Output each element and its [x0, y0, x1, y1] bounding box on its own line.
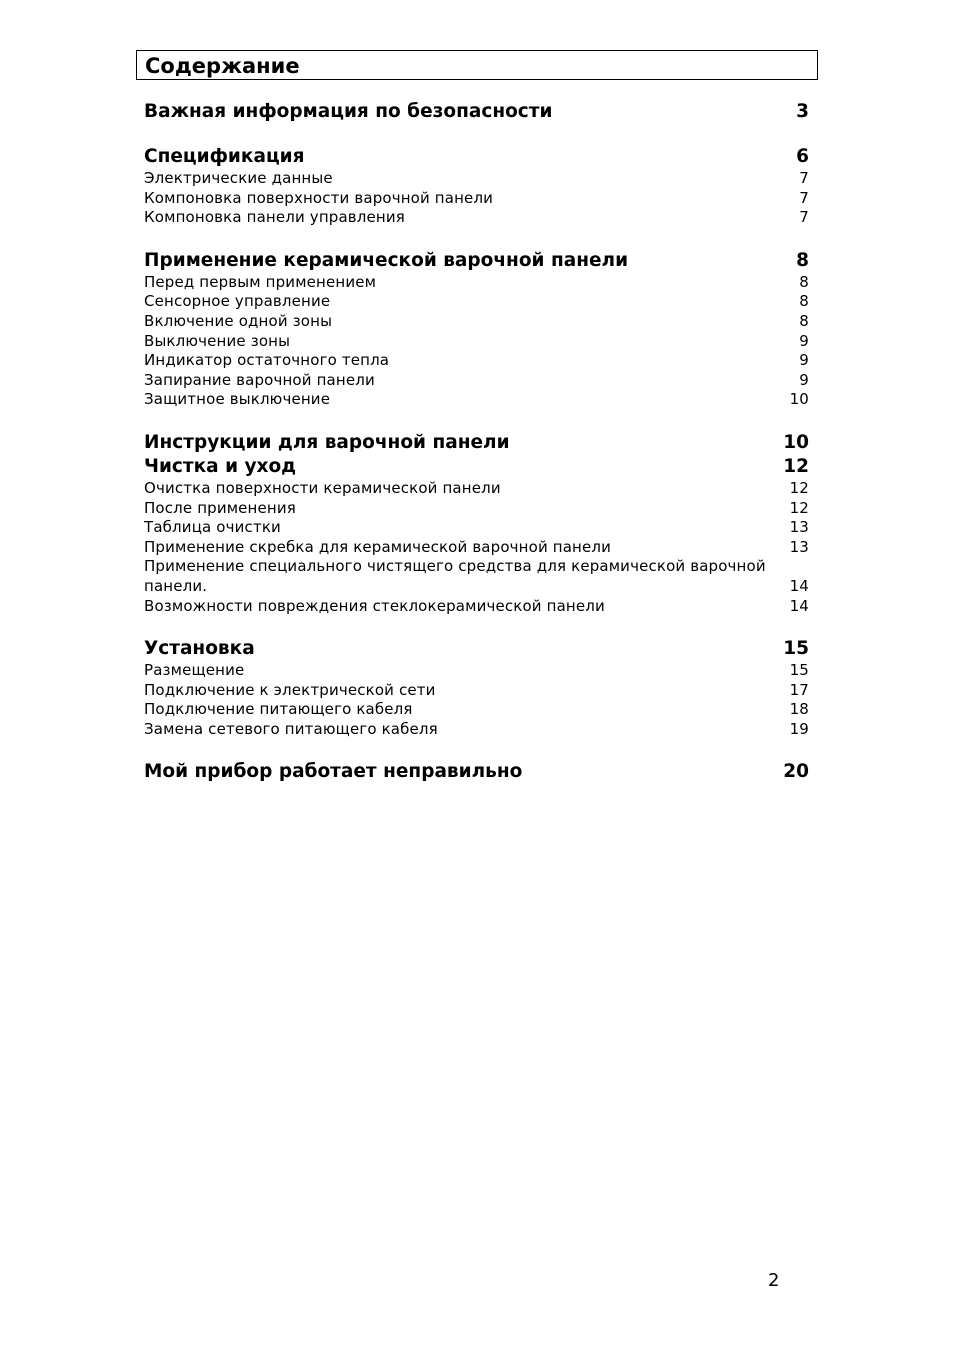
page-title: Содержание: [145, 54, 300, 78]
toc-heading-page: 15: [783, 638, 809, 660]
toc-item-label: Компоновка поверхности варочной панели: [144, 188, 494, 207]
toc-heading-label: Важная информация по безопасности: [144, 101, 553, 122]
toc-item-label: Запирание варочной панели: [144, 370, 375, 389]
toc-item[interactable]: [144, 332, 809, 352]
toc-item-page: 17: [789, 680, 809, 699]
toc-item-page: 9: [799, 351, 809, 370]
toc-item-page: 9: [799, 370, 809, 389]
toc-heading-page: 8: [796, 249, 809, 271]
toc-item-label: Замена сетевого питающего кабеля: [144, 719, 438, 738]
toc-heading-page: 12: [783, 455, 809, 477]
toc-heading-label: Установка: [144, 638, 255, 660]
toc-item-page: 14: [789, 576, 809, 595]
toc-item[interactable]: [144, 351, 809, 371]
toc-heading[interactable]: [144, 431, 809, 455]
toc-item[interactable]: [144, 597, 809, 617]
toc-item-label: Индикатор остаточного тепла: [144, 351, 390, 370]
toc-heading[interactable]: [144, 637, 809, 661]
toc-heading-label: Инструкции для варочной панели: [144, 431, 510, 453]
toc-item[interactable]: [144, 189, 809, 209]
toc-item-page: 18: [789, 700, 809, 719]
toc-item-label: Применение специального чистящего средства для керамической варочной панели.: [144, 557, 766, 595]
toc-item-label: Выключение зоны: [144, 331, 291, 350]
page-number: 2: [768, 1270, 780, 1291]
toc-heading-page: 10: [783, 431, 809, 453]
toc-item-label: Подключение к электрической сети: [144, 680, 436, 699]
toc-heading-label: Мой прибор работает неправильно: [144, 761, 523, 783]
toc-item-page: 12: [789, 478, 809, 497]
toc-item[interactable]: [144, 273, 809, 293]
table-of-contents: [144, 100, 809, 784]
toc-item[interactable]: [144, 681, 809, 701]
toc-heading-page: 6: [796, 146, 809, 167]
toc-heading[interactable]: [144, 249, 809, 273]
toc-item[interactable]: [144, 557, 809, 596]
toc-item-page: 8: [799, 311, 809, 330]
toc-item[interactable]: [144, 499, 809, 519]
toc-item[interactable]: [144, 371, 809, 391]
toc-item-label: Возможности повреждения стеклокерамической панели: [144, 596, 605, 615]
toc-item-page: 15: [789, 661, 809, 680]
toc-item[interactable]: [144, 312, 809, 332]
toc-item-label: Защитное выключение: [144, 390, 331, 409]
toc-item-label: Компоновка панели управления: [144, 208, 405, 227]
toc-item[interactable]: [144, 538, 809, 558]
toc-item-page: 10: [789, 390, 809, 409]
toc-item-label: Включение одной зоны: [144, 311, 333, 330]
toc-item-label: Таблица очистки: [144, 518, 281, 537]
toc-item[interactable]: [144, 208, 809, 228]
toc-item-label: Перед первым применением: [144, 272, 377, 291]
toc-item[interactable]: [144, 518, 809, 538]
toc-item-page: 14: [789, 596, 809, 615]
toc-heading[interactable]: [144, 455, 809, 479]
toc-heading[interactable]: [144, 760, 809, 784]
toc-heading-page: 3: [796, 101, 809, 122]
toc-item[interactable]: [144, 479, 809, 499]
toc-item-page: 9: [799, 331, 809, 350]
toc-item-page: 7: [799, 208, 809, 227]
toc-item-label: Подключение питающего кабеля: [144, 700, 413, 719]
toc-item-label: Размещение: [144, 661, 245, 680]
toc-item-label: Сенсорное управление: [144, 292, 331, 311]
toc-item-page: 8: [799, 292, 809, 311]
toc-item-page: 13: [789, 537, 809, 556]
page-title-box: [136, 50, 818, 80]
toc-item-label: Применение скребка для керамической варочной панели: [144, 537, 612, 556]
toc-item-page: 7: [799, 169, 809, 187]
toc-heading-label: Чистка и уход: [144, 455, 297, 477]
toc-item[interactable]: [144, 292, 809, 312]
toc-item-page: 7: [799, 188, 809, 207]
toc-item-label: Очистка поверхности керамической панели: [144, 478, 501, 497]
toc-item-page: 8: [799, 272, 809, 291]
toc-item-page: 12: [789, 498, 809, 517]
toc-item[interactable]: [144, 169, 809, 189]
toc-heading-label: Спецификация: [144, 146, 305, 167]
toc-item[interactable]: [144, 390, 809, 410]
toc-item[interactable]: [144, 720, 809, 740]
toc-heading[interactable]: [144, 100, 809, 124]
toc-item-page: 13: [789, 518, 809, 537]
toc-item-label: После применения: [144, 498, 296, 517]
toc-heading[interactable]: [144, 145, 809, 169]
toc-item-label: Электрические данные: [144, 169, 333, 187]
toc-heading-page: 20: [783, 761, 809, 783]
toc-item[interactable]: [144, 700, 809, 720]
toc-heading-label: Применение керамической варочной панели: [144, 249, 629, 271]
toc-item[interactable]: [144, 661, 809, 681]
toc-item-page: 19: [789, 719, 809, 738]
